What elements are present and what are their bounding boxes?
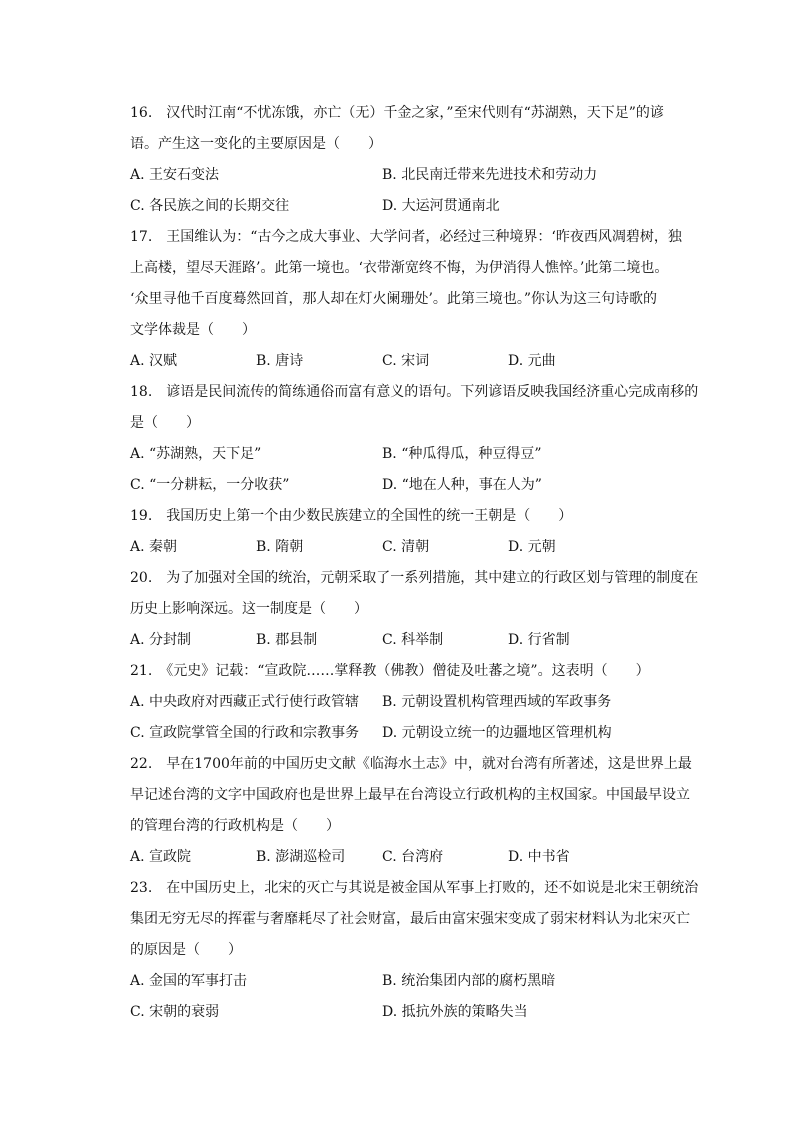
option-c[interactable]: C. 各民族之间的长期交往 bbox=[130, 198, 290, 214]
question-17 bbox=[130, 225, 682, 380]
question-18-line-1: 18. 谚语是民间流传的简练通俗而富有意义的语句。下列谚语反映我国经济重心完成南移的 bbox=[130, 384, 699, 400]
question-23-line-3: 的原因是（ ） bbox=[130, 942, 242, 958]
question-17-options bbox=[130, 349, 670, 380]
option-b[interactable]: B. 元朝设置机构管理西域的军政事务 bbox=[382, 694, 612, 710]
question-18-options-row-1 bbox=[130, 442, 670, 473]
option-a[interactable]: A. 宣政院 bbox=[130, 849, 192, 865]
question-17-line-3: ‘众里寻他千百度蓦然回首，那人却在灯火阑珊处’。此第三境也。”你认为这三句诗歌的 bbox=[130, 291, 658, 307]
question-20-line-1: 20. 为了加强对全国的统治，元朝采取了一系列措施，其中建立的行政区划与管理的制度在 bbox=[130, 570, 699, 586]
option-c[interactable]: C. 宋朝的衰弱 bbox=[130, 1004, 220, 1020]
question-23-line-1: 23. 在中国历史上，北宋的灭亡与其说是被金国从军事上打败的，还不如说是北宋王朝统治 bbox=[130, 880, 699, 896]
question-17-line-2: 上高楼，望尽天涯路’。此第一境也。‘衣带渐宽终不悔，为伊消得人憔悴。’此第二境也。 bbox=[130, 260, 669, 276]
option-b[interactable]: B. “种瓜得瓜，种豆得豆” bbox=[382, 446, 542, 462]
question-23-options-row-2 bbox=[130, 1000, 670, 1031]
option-a[interactable]: A. 汉赋 bbox=[130, 353, 178, 369]
option-d[interactable]: D. 元朝 bbox=[508, 539, 556, 555]
question-23 bbox=[130, 876, 699, 1031]
option-d[interactable]: D. 行省制 bbox=[508, 632, 570, 648]
option-c[interactable]: C. 科举制 bbox=[382, 632, 444, 648]
question-22-options bbox=[130, 845, 670, 876]
option-d[interactable]: D. 大运河贯通南北 bbox=[382, 198, 500, 214]
option-a[interactable]: A. 分封制 bbox=[130, 632, 192, 648]
option-a[interactable]: A. “苏湖熟，天下足” bbox=[130, 446, 262, 462]
option-b[interactable]: B. 北民南迁带来先进技术和劳动力 bbox=[382, 167, 598, 183]
question-17-line-4: 文学体裁是（ ） bbox=[130, 322, 256, 338]
question-16-line-2: 语。产生这一变化的主要原因是（ ） bbox=[130, 136, 382, 152]
question-19-options bbox=[130, 535, 670, 566]
option-b[interactable]: B. 澎湖巡检司 bbox=[256, 849, 346, 865]
option-d[interactable]: D. 抵抗外族的策略失当 bbox=[382, 1004, 528, 1020]
option-d[interactable]: D. 元朝设立统一的边疆地区管理机构 bbox=[382, 725, 612, 741]
question-19 bbox=[130, 504, 670, 566]
question-18-line-2: 是（ ） bbox=[130, 415, 200, 431]
question-18-options-row-2 bbox=[130, 473, 670, 504]
option-b[interactable]: B. 隋朝 bbox=[256, 539, 304, 555]
question-18 bbox=[130, 380, 699, 504]
question-list bbox=[130, 101, 699, 1031]
question-16-options-row-2 bbox=[130, 194, 670, 225]
question-23-line-2: 集团无穷无尽的挥霍与奢靡耗尽了社会财富，最后由富宋强宋变成了弱宋材料认为北宋灭亡 bbox=[130, 911, 690, 927]
question-21-options-row-1 bbox=[130, 690, 670, 721]
question-23-options-row-1 bbox=[130, 969, 670, 1000]
question-16-options-row-1 bbox=[130, 163, 670, 194]
question-22-line-1: 22. 早在1700年前的中国历史文献《临海水土志》中，就对台湾有所著述，这是世界上最 bbox=[130, 756, 692, 772]
option-b[interactable]: B. 郡县制 bbox=[256, 632, 318, 648]
question-16 bbox=[130, 101, 670, 225]
question-22-line-2: 早记述台湾的文字中国政府也是世界上最早在台湾设立行政机构的主权国家。中国最早设立 bbox=[130, 787, 690, 803]
question-19-line-1: 19. 我国历史上第一个由少数民族建立的全国性的统一王朝是（ ） bbox=[130, 508, 573, 524]
option-c[interactable]: C. 宋词 bbox=[382, 353, 430, 369]
option-c[interactable]: C. “一分耕耘，一分收获” bbox=[130, 477, 290, 493]
question-21-line-1: 21. 《元史》记载：“宣政院……掌释教（佛教）僧徒及吐蕃之境”。这表明（ ） bbox=[130, 663, 650, 679]
option-d[interactable]: D. “地在人种，事在人为” bbox=[382, 477, 542, 493]
question-16-line-1: 16. 汉代时江南“不忧冻饿，亦亡（无）千金之家，”至宋代则有“苏湖熟，天下足”的谚 bbox=[130, 105, 664, 121]
question-21 bbox=[130, 659, 670, 752]
option-b[interactable]: B. 统治集团内部的腐朽黑暗 bbox=[382, 973, 556, 989]
question-21-options-row-2 bbox=[130, 721, 670, 752]
question-17-line-1: 17. 王国维认为：“古今之成大事业、大学问者，必经过三种境界：‘昨夜西风凋碧树，独 bbox=[130, 229, 682, 245]
option-b[interactable]: B. 唐诗 bbox=[256, 353, 304, 369]
option-c[interactable]: C. 清朝 bbox=[382, 539, 430, 555]
option-d[interactable]: D. 元曲 bbox=[508, 353, 556, 369]
option-a[interactable]: A. 中央政府对西藏正式行使行政管辖 bbox=[130, 694, 360, 710]
option-c[interactable]: C. 台湾府 bbox=[382, 849, 444, 865]
question-20-line-2: 历史上影响深远。这一制度是（ ） bbox=[130, 601, 368, 617]
option-a[interactable]: A. 王安石变法 bbox=[130, 167, 220, 183]
option-d[interactable]: D. 中书省 bbox=[508, 849, 570, 865]
option-a[interactable]: A. 秦朝 bbox=[130, 539, 178, 555]
option-c[interactable]: C. 宣政院掌管全国的行政和宗教事务 bbox=[130, 725, 360, 741]
question-22 bbox=[130, 752, 692, 876]
question-20-options bbox=[130, 628, 670, 659]
question-22-line-3: 的管理台湾的行政机构是（ ） bbox=[130, 818, 340, 834]
question-20 bbox=[130, 566, 699, 659]
option-a[interactable]: A. 金国的军事打击 bbox=[130, 973, 248, 989]
